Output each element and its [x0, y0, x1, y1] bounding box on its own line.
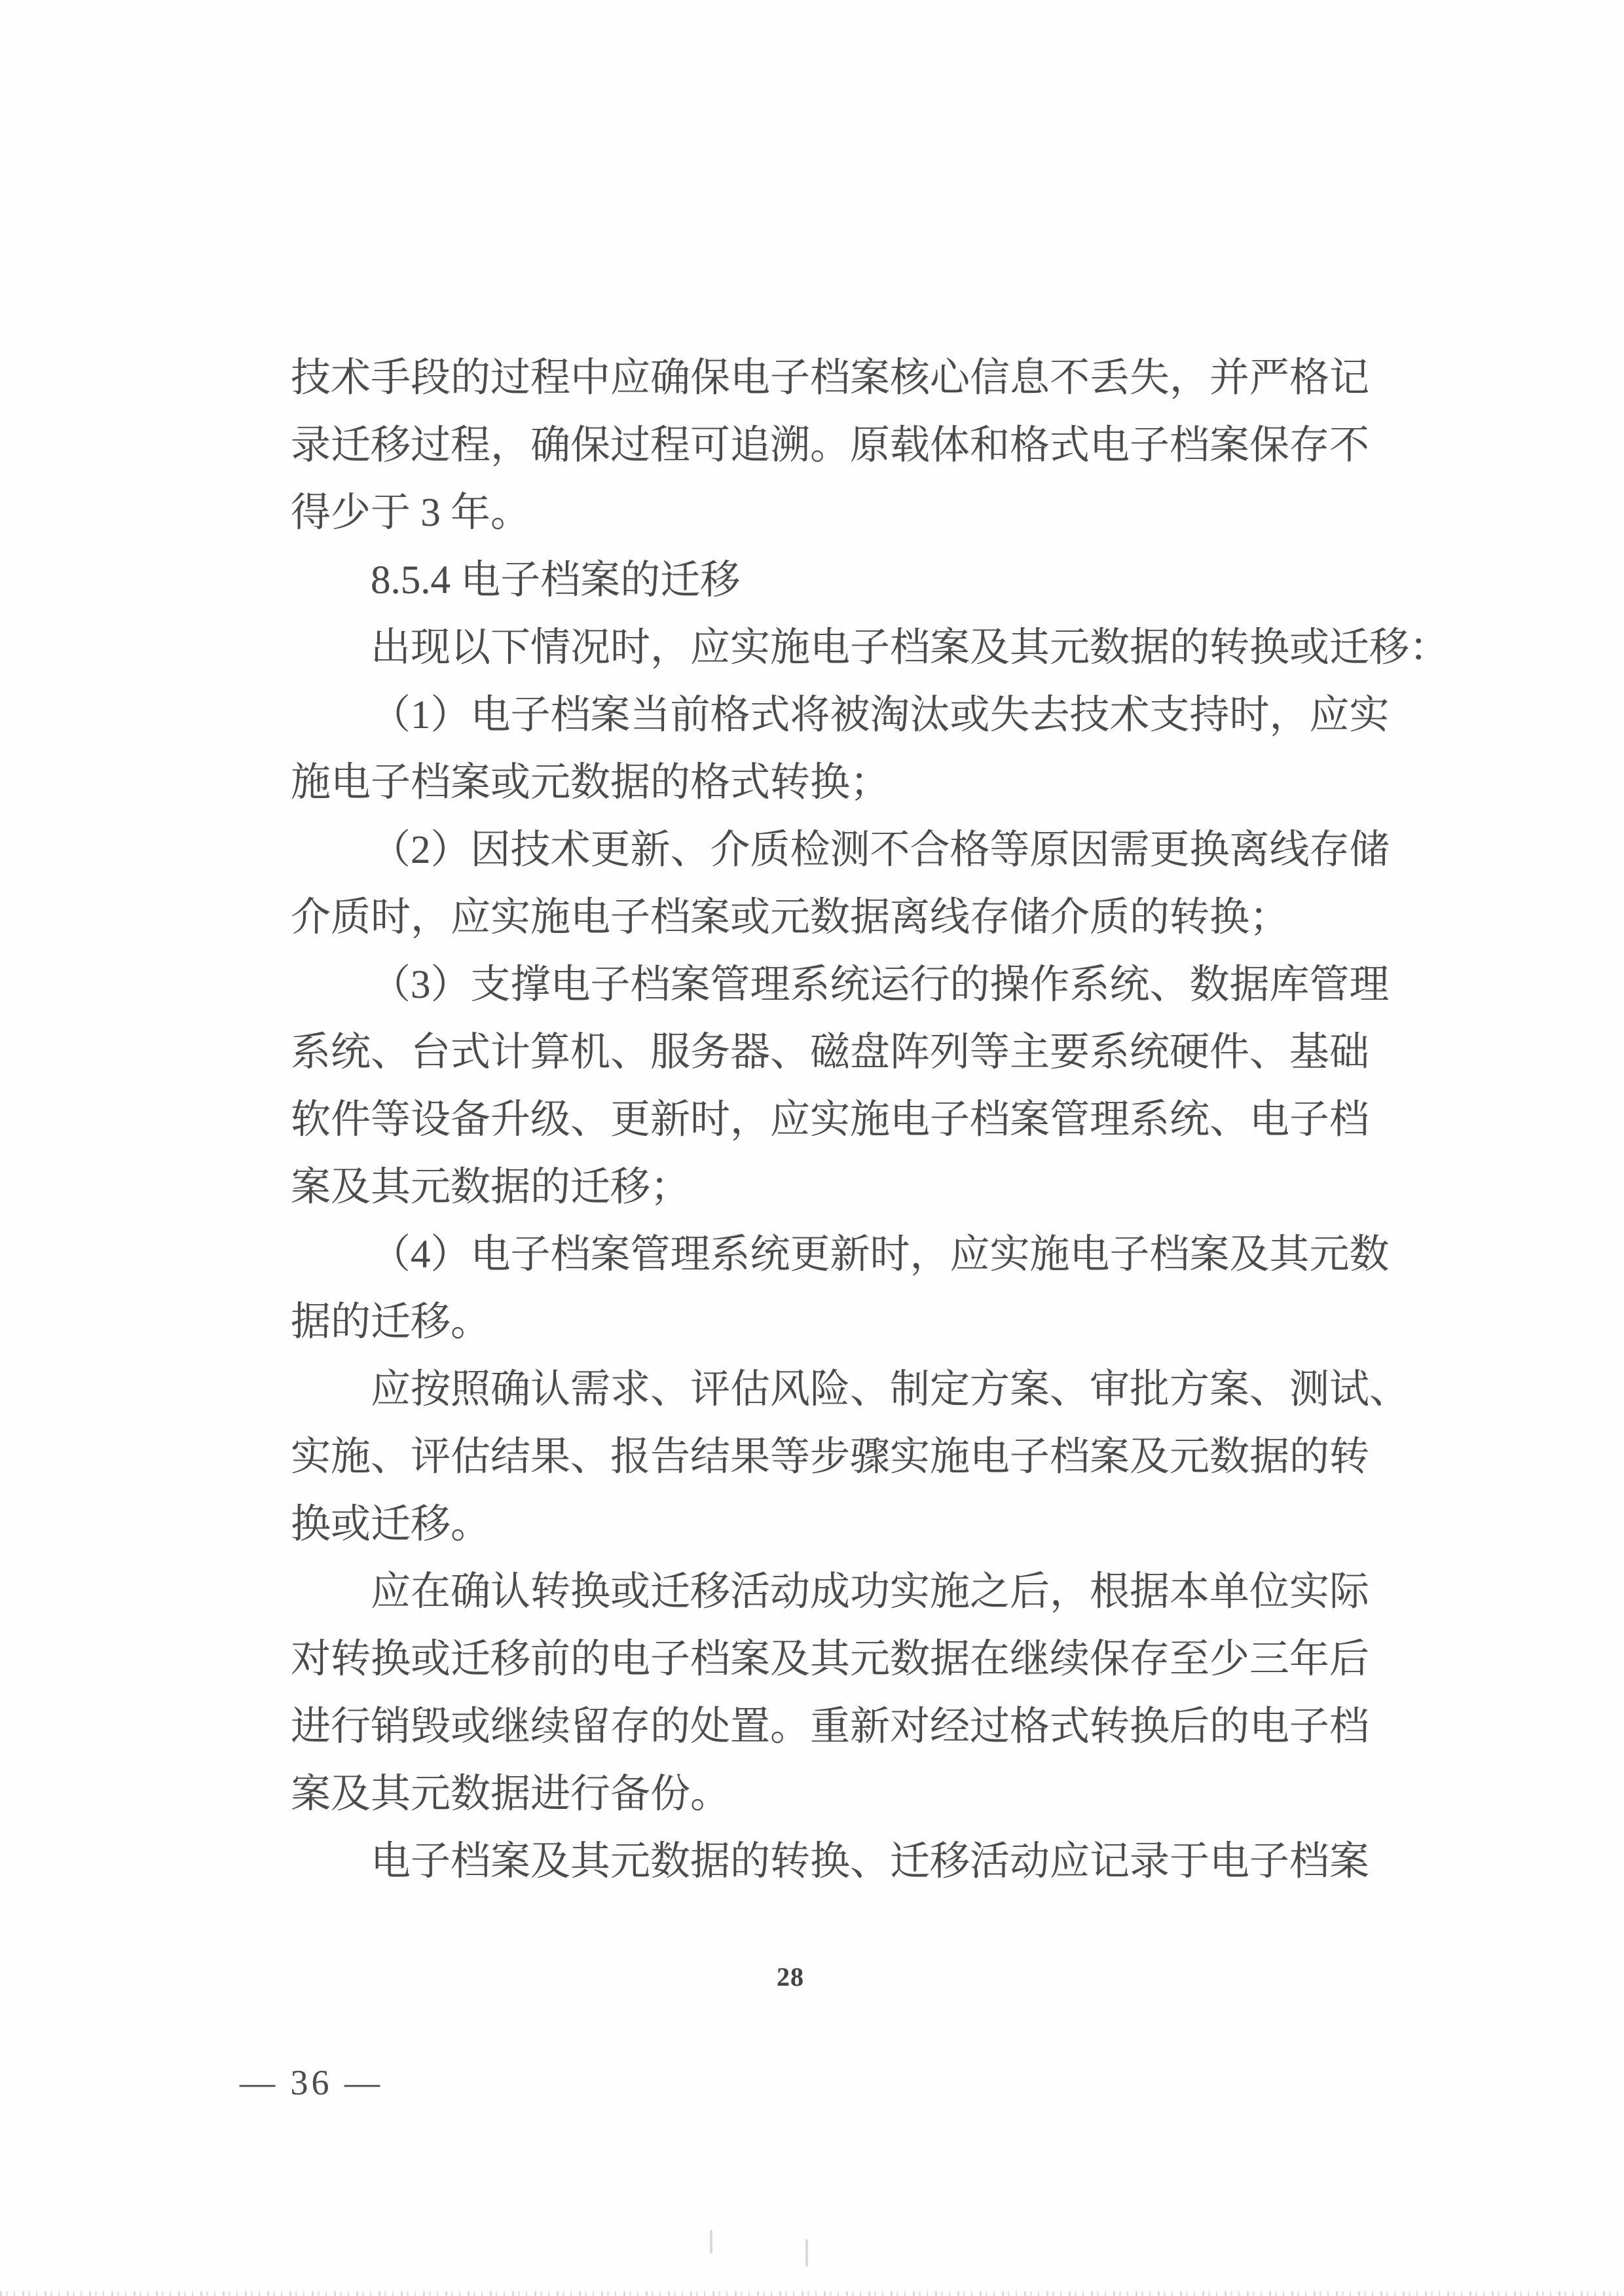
- text-line: （3）支撑电子档案管理系统运行的操作系统、数据库管理: [371, 963, 1390, 1007]
- text-line: （4）电子档案管理系统更新时，应实施电子档案及其元数: [371, 1233, 1390, 1277]
- scan-smudge: [805, 2239, 808, 2267]
- text-line: 实施、评估结果、报告结果等步骤实施电子档案及元数据的转: [291, 1435, 1370, 1479]
- text-line: 录迁移过程，确保过程可追溯。原载体和格式电子档案保存不: [291, 424, 1370, 467]
- text-line: 案及其元数据进行备份。: [291, 1772, 731, 1816]
- document-text-block: [291, 344, 1450, 1895]
- text-line: 出现以下情况时，应实施电子档案及其元数据的转换或迁移：: [371, 626, 1450, 670]
- text-line: 技术手段的过程中应确保电子档案核心信息不丢失，并严格记: [291, 356, 1370, 400]
- text-line: 介质时，应实施电子档案或元数据离线存储介质的转换；: [291, 896, 1290, 939]
- text-line: （2）因技术更新、介质检测不合格等原因需更换离线存储: [371, 828, 1390, 872]
- scan-edge-artifact: [0, 2291, 1624, 2296]
- text-line: 进行销毁或继续留存的处置。重新对经过格式转换后的电子档: [291, 1705, 1370, 1749]
- text-line: 应在确认转换或迁移活动成功实施之后，根据本单位实际: [371, 1570, 1370, 1614]
- text-line: （1）电子档案当前格式将被淘汰或失去技术支持时，应实: [371, 693, 1390, 737]
- page-number-inner: 28: [777, 1962, 804, 1992]
- text-line: 换或迁移。: [291, 1503, 491, 1546]
- text-line: 对转换或迁移前的电子档案及其元数据在继续保存至少三年后: [291, 1637, 1370, 1681]
- section-heading: 8.5.4 电子档案的迁移: [371, 558, 741, 602]
- text-line: 系统、台式计算机、服务器、磁盘阵列等主要系统硬件、基础: [291, 1030, 1370, 1074]
- text-line: 电子档案及其元数据的转换、迁移活动应记录于电子档案: [371, 1840, 1370, 1884]
- page-number-volume: — 36 —: [240, 2063, 383, 2102]
- text-line: 软件等设备升级、更新时，应实施电子档案管理系统、电子档: [291, 1098, 1370, 1142]
- text-line: 据的迁移。: [291, 1300, 491, 1344]
- scan-smudge: [710, 2230, 712, 2253]
- text-line: 案及其元数据的迁移；: [291, 1165, 691, 1209]
- text-line: 得少于 3 年。: [291, 491, 531, 535]
- text-line: 应按照确认需求、评估风险、制定方案、审批方案、测试、: [371, 1368, 1410, 1412]
- text-line: 施电子档案或元数据的格式转换；: [291, 761, 891, 805]
